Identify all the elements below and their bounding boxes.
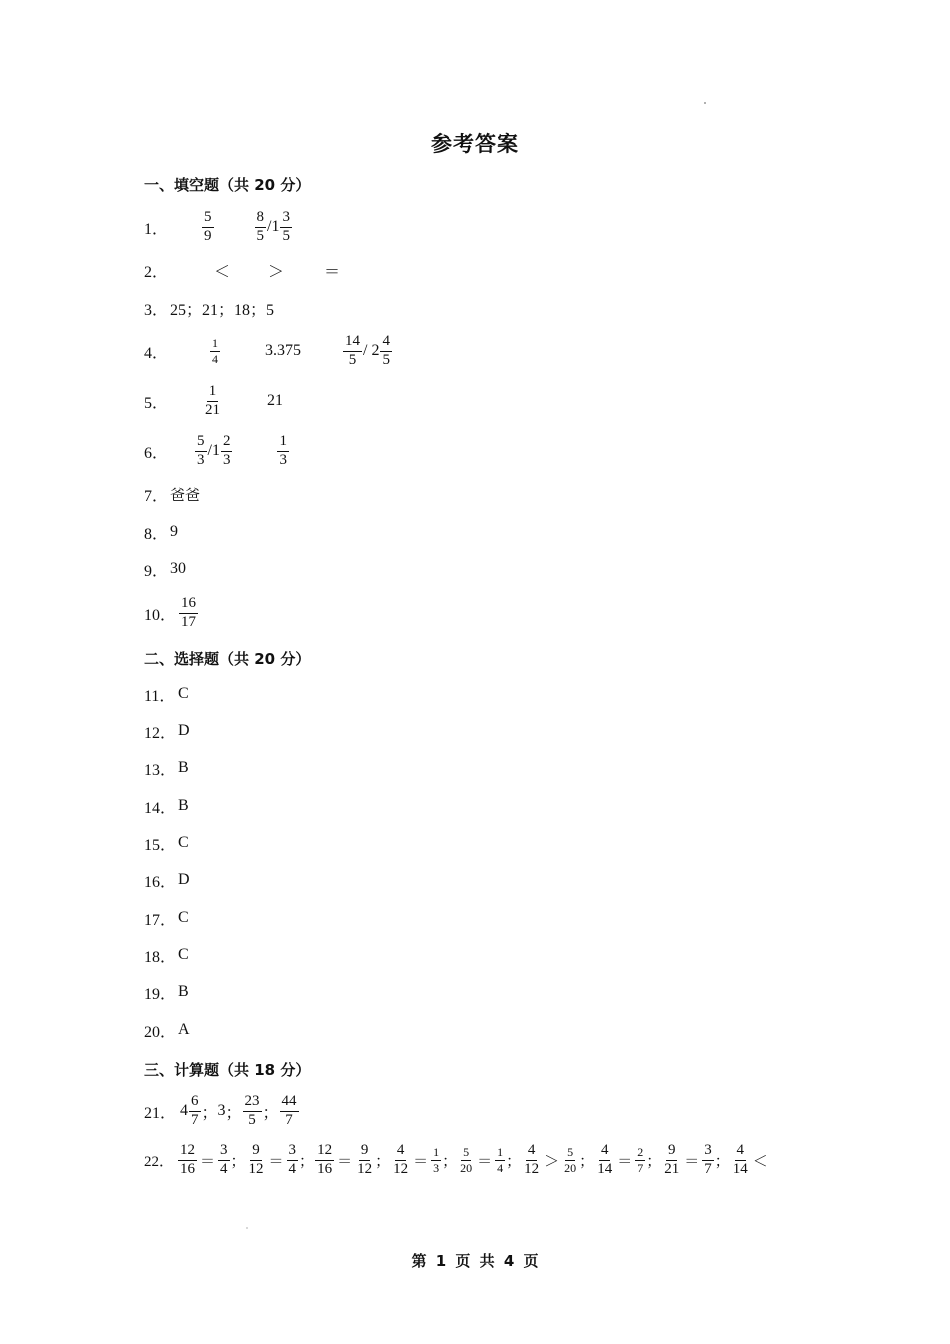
answer-6 xyxy=(144,432,290,468)
symbol-less: ＜ xyxy=(214,263,231,281)
fraction: $\frac{8}{5}$ xyxy=(256,208,264,244)
speck-mark xyxy=(246,1227,248,1229)
symbol-greater: ＞ xyxy=(268,263,285,281)
fraction: $\frac{4}{14}$ xyxy=(732,1141,748,1177)
question-number: 4． xyxy=(144,344,169,362)
question-number: 20． xyxy=(144,1023,177,1041)
question-number: 19． xyxy=(144,985,177,1003)
question-number: 5． xyxy=(144,394,169,412)
answer-letter: B xyxy=(178,983,189,1000)
answer-19 xyxy=(144,977,189,1007)
answer-1 xyxy=(144,208,293,244)
page-title: 参考答案 xyxy=(431,132,519,156)
fraction: $\frac{9}{12}$ xyxy=(248,1141,264,1177)
answer-3 xyxy=(144,293,274,323)
answer-text: 30 xyxy=(170,560,186,577)
answer-letter: C xyxy=(178,834,189,851)
answer-14 xyxy=(144,791,189,821)
fraction: $\frac{3}{5}$ xyxy=(282,208,290,244)
decimal-value: 3.375 xyxy=(265,342,301,359)
answer-text: 25；21；18；5 xyxy=(170,301,275,319)
question-number: 3． xyxy=(144,301,169,319)
separator: /1 xyxy=(267,218,280,235)
answer-22 xyxy=(144,1141,770,1177)
separator: ； xyxy=(230,1153,246,1170)
answer-letter: C xyxy=(178,909,189,926)
answer-8 xyxy=(144,517,178,547)
fraction: $\frac{4}{12}$ xyxy=(524,1141,540,1177)
question-number: 15． xyxy=(144,836,177,854)
fraction: $\frac{5}{20}$ xyxy=(460,1144,473,1175)
answer-15 xyxy=(144,828,189,858)
fraction: $\frac{4}{12}$ xyxy=(393,1141,409,1177)
operator: ＞ xyxy=(544,1153,560,1170)
question-number: 13． xyxy=(144,761,177,779)
question-number: 22． xyxy=(144,1153,175,1170)
question-number: 8． xyxy=(144,525,169,543)
operator: ＝ xyxy=(268,1153,284,1170)
fraction: $\frac{3}{7}$ xyxy=(704,1141,712,1177)
fraction: $\frac{3}{4}$ xyxy=(288,1141,297,1177)
fraction: $\frac{4}{5}$ xyxy=(382,332,390,368)
fraction: $\frac{2}{7}$ xyxy=(637,1144,644,1175)
answer-text: 爸爸 xyxy=(170,485,201,504)
separator: / 2 xyxy=(363,342,380,359)
answer-letter: A xyxy=(178,1021,190,1038)
separator: ； xyxy=(375,1153,391,1170)
whole-number: 4 xyxy=(180,1102,188,1119)
question-number: 16． xyxy=(144,873,177,891)
question-number: 11． xyxy=(144,687,176,705)
question-number: 18． xyxy=(144,948,177,966)
answer-13 xyxy=(144,753,189,783)
answer-text: 21 xyxy=(267,392,283,409)
fraction: $\frac{1}{4}$ xyxy=(212,335,218,366)
page-footer: 第 1 页 共 4 页 xyxy=(411,1252,539,1270)
section-choice: 二、选择题（共 20 分） xyxy=(144,650,311,668)
answer-17 xyxy=(144,903,189,933)
fraction: $\frac{12}{16}$ xyxy=(180,1141,195,1177)
question-number: 2． xyxy=(144,263,169,281)
symbol-equal: ＝ xyxy=(324,263,341,281)
answer-16 xyxy=(144,865,190,895)
separator: ； xyxy=(506,1153,522,1170)
section-calculation: 三、计算题（共 18 分） xyxy=(144,1061,311,1079)
answer-20 xyxy=(144,1015,190,1045)
question-number: 17． xyxy=(144,911,177,929)
answer-letter: B xyxy=(178,797,189,814)
fraction: $\frac{1}{4}$ xyxy=(497,1144,504,1175)
operator: ＝ xyxy=(337,1153,353,1170)
question-number: 7． xyxy=(144,487,169,505)
separator: /1 xyxy=(207,442,220,459)
fraction: $\frac{23}{5}$ xyxy=(244,1092,260,1128)
fraction: $\frac{44}{7}$ xyxy=(281,1092,297,1128)
answer-letter: D xyxy=(178,871,190,888)
answer-letter: C xyxy=(178,946,189,963)
question-number: 1． xyxy=(144,220,169,238)
answer-text: 3 xyxy=(217,1102,226,1119)
answer-4 xyxy=(144,332,393,368)
question-number: 14． xyxy=(144,799,177,817)
fraction: $\frac{16}{17}$ xyxy=(181,594,196,630)
separator: ； xyxy=(225,1104,242,1122)
question-number: 6． xyxy=(144,444,169,462)
fraction: $\frac{9}{12}$ xyxy=(357,1141,373,1177)
fraction: $\frac{14}{5}$ xyxy=(345,332,360,368)
operator: ＝ xyxy=(200,1153,216,1170)
question-number: 9． xyxy=(144,562,169,580)
answer-9 xyxy=(144,554,186,584)
answer-11 xyxy=(144,679,189,709)
fraction: $\frac{5}{9}$ xyxy=(204,208,212,244)
answer-letter: B xyxy=(178,759,189,776)
fraction: $\frac{2}{3}$ xyxy=(222,432,231,468)
question-number: 10． xyxy=(144,606,177,624)
operator: ＝ xyxy=(477,1153,493,1170)
fraction: $\frac{12}{16}$ xyxy=(317,1141,333,1177)
fraction: $\frac{1}{3}$ xyxy=(279,432,287,468)
fraction: $\frac{5}{3}$ xyxy=(197,432,205,468)
separator: ； xyxy=(714,1153,730,1170)
operator: ＝ xyxy=(684,1153,700,1170)
answer-21 xyxy=(144,1092,300,1128)
answer-text: 9 xyxy=(170,523,178,540)
separator: ； xyxy=(262,1104,279,1122)
answer-letter: C xyxy=(178,685,189,702)
separator: ； xyxy=(201,1104,218,1122)
answer-10 xyxy=(144,594,199,630)
answer-7 xyxy=(144,479,200,509)
separator: ； xyxy=(579,1153,595,1170)
fraction: $\frac{3}{4}$ xyxy=(220,1141,228,1177)
fraction: $\frac{1}{3}$ xyxy=(433,1144,440,1175)
operator: ＝ xyxy=(617,1153,633,1170)
section-fill-in: 一、填空题（共 20 分） xyxy=(144,176,311,194)
answer-12 xyxy=(144,716,190,746)
fraction: $\frac{4}{14}$ xyxy=(597,1141,613,1177)
operator: ＜ xyxy=(752,1153,768,1170)
fraction: $\frac{5}{20}$ xyxy=(564,1144,577,1175)
answer-letter: D xyxy=(178,722,190,739)
answer-5 xyxy=(144,382,283,418)
operator: ＝ xyxy=(413,1153,429,1170)
answer-2 xyxy=(144,255,340,285)
separator: ； xyxy=(646,1153,662,1170)
separator: ； xyxy=(442,1153,458,1170)
answer-18 xyxy=(144,940,189,970)
speck-mark xyxy=(704,102,706,104)
fraction: $\frac{9}{21}$ xyxy=(664,1141,680,1177)
question-number: 12． xyxy=(144,724,177,742)
separator: ； xyxy=(299,1153,315,1170)
fraction: $\frac{1}{21}$ xyxy=(205,382,220,418)
fraction: $\frac{6}{7}$ xyxy=(191,1092,199,1128)
question-number: 21． xyxy=(144,1104,177,1122)
